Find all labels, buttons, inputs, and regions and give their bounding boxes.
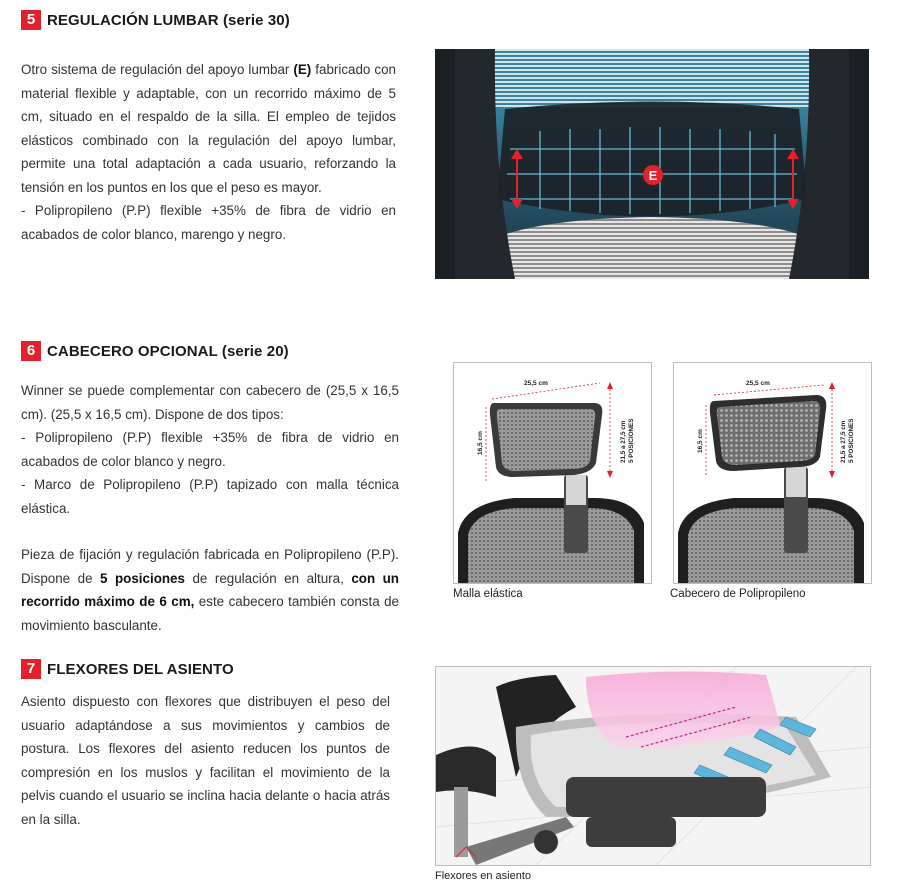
section-title: REGULACIÓN LUMBAR (serie 30): [47, 11, 290, 29]
headrest-mesh-caption: Malla elástica: [453, 588, 523, 600]
paragraph: - Polipropileno (P.P) flexible +35% de fibra de vidrio en acabados de color blanco, marengo y negro.: [21, 203, 396, 242]
section-6-text: [21, 379, 399, 637]
headrest-pp-figure: [673, 362, 872, 584]
headrest-mesh-drawing: [454, 363, 651, 583]
seat-flexors-render: [436, 667, 870, 865]
section-7-text: [21, 690, 390, 831]
section-number: 7: [21, 659, 41, 679]
paragraph: Winner se puede complementar con cabecero de (25,5 x 16,5 cm). (25,5 x 16,5 cm). Dispone de dos tipos:: [21, 383, 399, 422]
lumbar-support-image: [435, 49, 869, 279]
lumbar-marker: E: [648, 168, 658, 183]
section-title: FLEXORES DEL ASIENTO: [47, 660, 234, 678]
positions-label: 5 POSICIONES: [628, 418, 635, 463]
headrest-mesh-figure: [453, 362, 652, 584]
section-title: CABECERO OPCIONAL (serie 20): [47, 342, 289, 360]
paragraph: Pieza de fijación y regulación fabricada en Polipropileno (P.P). Dispone de 5 posiciones de regulación en altura, con un recorrido máximo de 6 cm, este cabecero también consta de movimiento basculante.: [21, 547, 399, 633]
seat-flexors-caption: Flexores en asiento: [435, 870, 531, 882]
section-6-header: [21, 341, 289, 361]
paragraph: Asiento dispuesto con flexores que distribuyen el peso del usuario adaptándose a sus movimientos y cambios de postura. Los flexores del asiento reducen los puntos de compresión en los muslos y facilitan el movimiento de la pelvis cuando el usuario se inclina hacia delante o hacia atrás en la silla.: [21, 694, 390, 827]
headrest-pp-drawing: [674, 363, 871, 583]
section-number: 6: [21, 341, 41, 361]
paragraph: Otro sistema de regulación del apoyo lumbar (E) fabricado con material flexible y adaptable, con un recorrido máximo de 5 cm, situado en el respaldo de la silla. El empleo de tejidos elásticos combinado con la regulación del apoyo lumbar, permite una total adaptación a cada usuario, reforzando la tensión en los puntos en los que el peso es mayor.: [21, 62, 396, 195]
range-label: 21,5 a 27,5 cm: [840, 420, 847, 463]
width-label: 25,5 cm: [746, 380, 770, 387]
paragraph: - Polipropileno (P.P) flexible +35% de fibra de vidrio en acabados de color blanco y negro.: [21, 430, 399, 469]
section-5-header: [21, 10, 290, 30]
width-label: 25,5 cm: [524, 380, 548, 387]
height-label: 16,5 cm: [697, 429, 704, 453]
lumbar-photo: [435, 49, 869, 279]
section-7-header: [21, 659, 234, 679]
section-number: 5: [21, 10, 41, 30]
headrest-pp-caption: Cabecero de Polipropileno: [670, 588, 806, 600]
range-label: 21,5 a 27,5 cm: [620, 420, 627, 463]
height-label: 16,5 cm: [477, 431, 484, 455]
positions-label: 5 POSICIONES: [848, 418, 855, 463]
seat-flexors-image: [435, 666, 871, 866]
paragraph: - Marco de Polipropileno (P.P) tapizado con malla técnica elástica.: [21, 477, 399, 516]
section-5-text: [21, 58, 396, 246]
